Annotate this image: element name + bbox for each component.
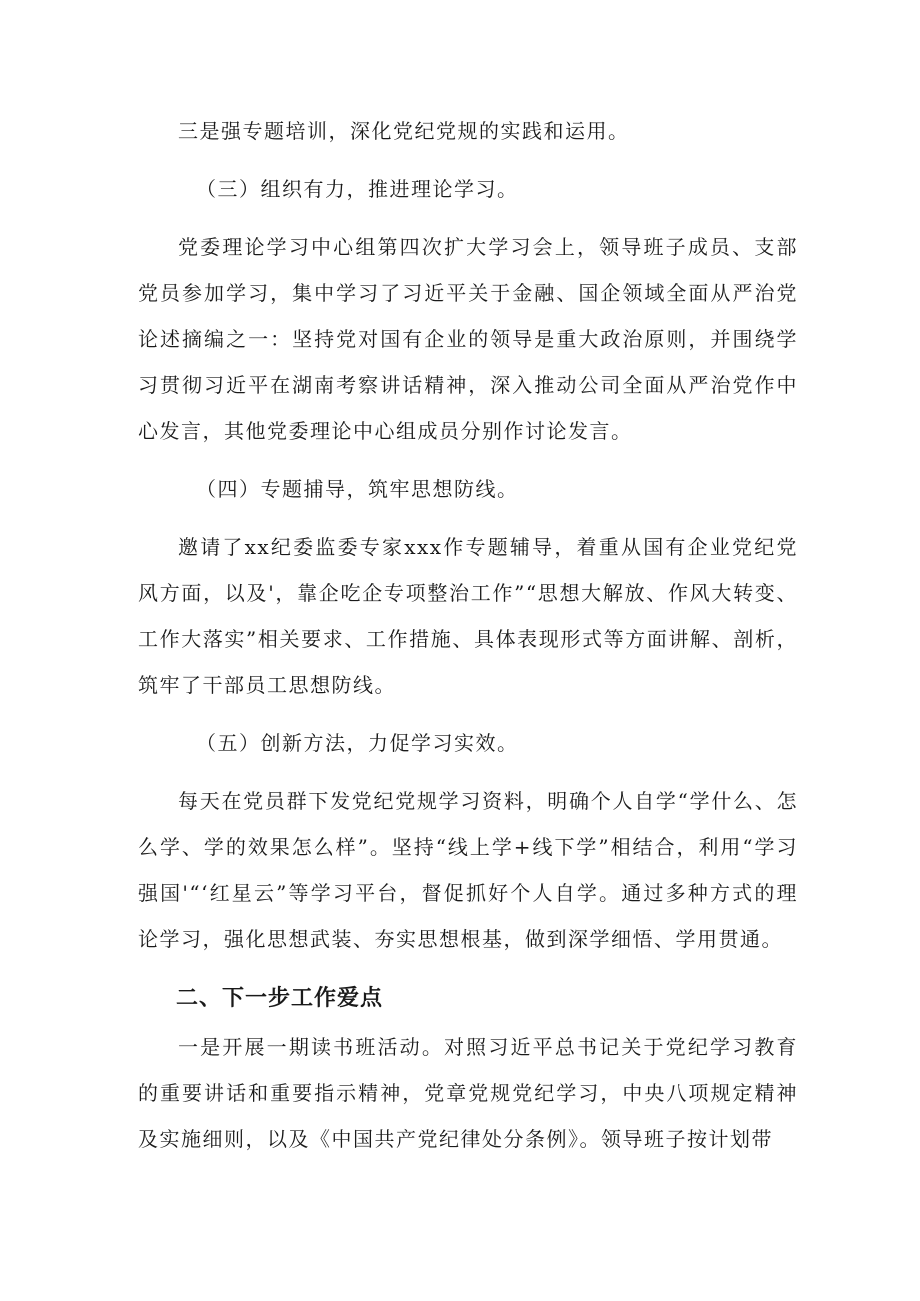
spacer xyxy=(138,454,798,466)
section-heading-next-steps: 二、下一步工作爱点 xyxy=(176,986,384,1011)
spacer xyxy=(138,154,798,166)
paragraph-daily-study: 每天在党员群下发党纪党规学习资料，明确个人自学“学什么、怎么学、学的效果怎么样”。坚持“线上学+线下学”相结合，利用“学习强国'“‘红星云”等学习平台，督促抓好个人自学。通过多种方式的理论学习，强化思想武装、夯实思想根基，做到深学细悟、学用贯通。 xyxy=(138,789,798,951)
document-body xyxy=(138,108,798,1162)
subheading-organize: （三）组织有力，推进理论学习。 xyxy=(196,177,519,201)
paragraph-special-training: 三是强专题培训，深化党纪党规的实践和运用。 xyxy=(178,119,630,143)
subheading-special-guidance: （四）专题捕导，筑牢思想防线。 xyxy=(196,477,519,501)
spacer xyxy=(138,962,798,974)
paragraph-reading-class: 一是开展一期读书班活动。对照习近平总书记关于党纪学习教育的重要讲话和重要指示精神，党章党规党纪学习，中央八项规定精神及实施细则，以及《中国共产党纪律处分条例》。领导班子按计划带 xyxy=(138,1035,798,1151)
spacer xyxy=(138,212,798,224)
spacer xyxy=(138,512,798,524)
spacer xyxy=(138,708,798,720)
paragraph-theory-study: 党委理论学习中心组第四次扩大学习会上，领导班子成员、支部党员参加学习，集中学习了习近平关于金融、国企领域全面从严治党论述摘编之一：坚持党对国有企业的领导是重大政治原则，并围绕学习贯彻习近平在湖南考察讲话精神，深入推动公司全面从严治党作中心发言，其他党委理论中心组成员分别作讨论发言。 xyxy=(138,235,798,443)
paragraph-expert-lecture: 邀请了xx纪委监委专家xxx作专题辅导，着重从国有企业党纪党风方面，以及'，靠企吃企专项整治工作”“思想大解放、作风大转变、工作大落实”相关要求、工作措施、具体表现形式等方面讲解、剖析，筑牢了干部员工思想防线。 xyxy=(138,535,798,697)
subheading-innovation: （五）创新方法，力促学习实效。 xyxy=(196,731,519,755)
spacer xyxy=(138,766,798,778)
